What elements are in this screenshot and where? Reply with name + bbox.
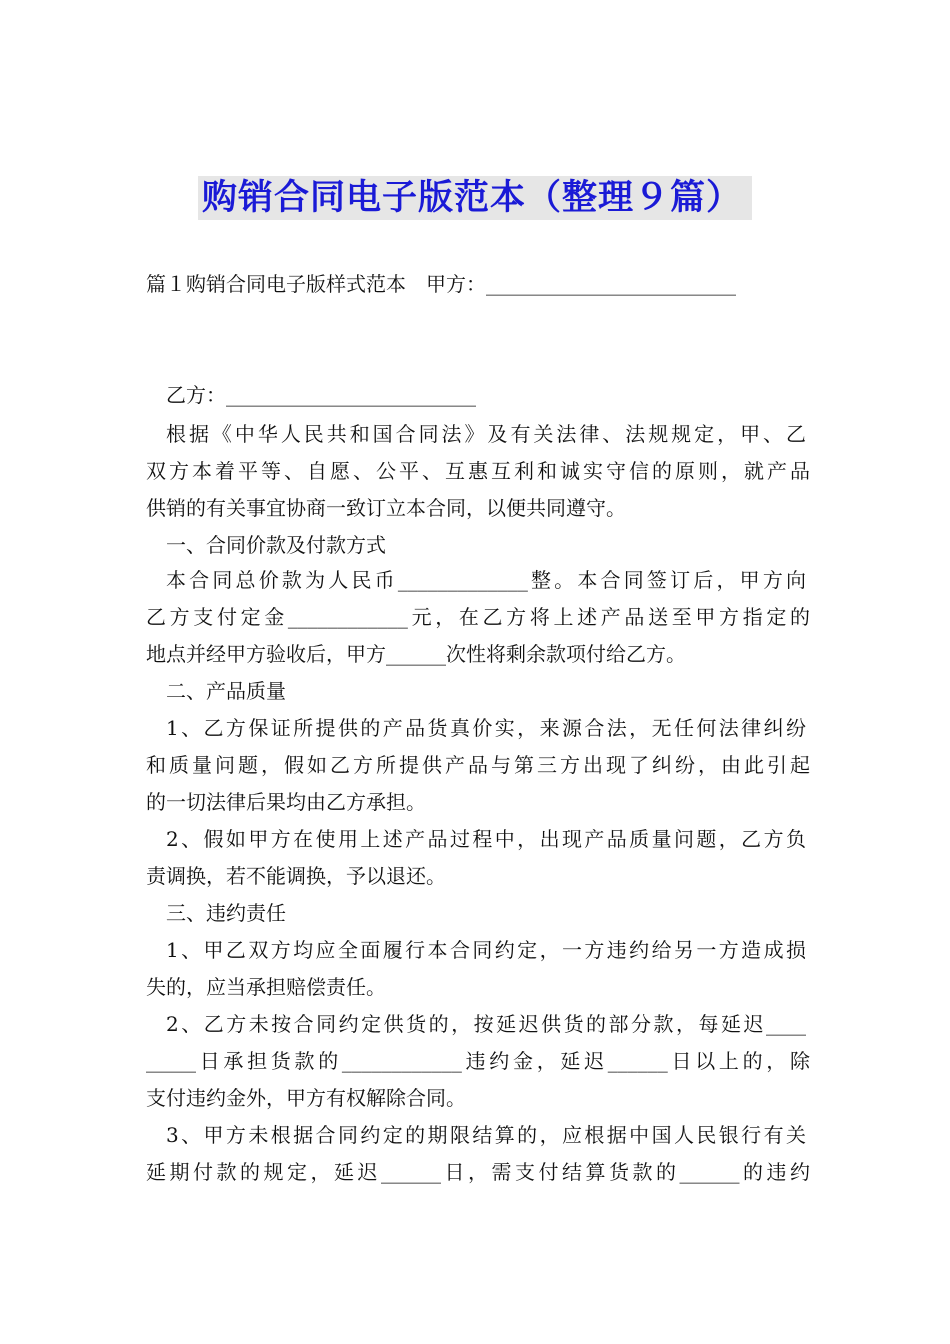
paragraph-line: 1、乙方保证所提供的产品货真价实，来源合法，无任何法律纠纷 bbox=[166, 716, 806, 740]
paragraph-line: 本合同总价款为人民币_____________整。本合同签订后，甲方向 bbox=[166, 568, 806, 592]
paragraph-line: 支付违约金外，甲方有权解除合同。 bbox=[146, 1086, 466, 1110]
paragraph-line: _____日承担货款的____________违约金，延迟______日以上的，除 bbox=[146, 1049, 810, 1073]
section-heading: 三、违约责任 bbox=[166, 901, 286, 925]
party-b-line: 乙方：_________________________ bbox=[166, 383, 476, 407]
document-title: 购销合同电子版范本（整理９篇） bbox=[198, 176, 752, 220]
paragraph-line: 双方本着平等、自愿、公平、互惠互利和诚实守信的原则，就产品 bbox=[146, 459, 810, 483]
contract-heading-line: 篇１购销合同电子版样式范本 甲方：_________________________ bbox=[146, 272, 736, 296]
paragraph-line: 2、乙方未按合同约定供货的，按延迟供货的部分款，每延迟____ bbox=[166, 1012, 806, 1036]
section-heading: 一、合同价款及付款方式 bbox=[166, 533, 386, 557]
paragraph-line: 2、假如甲方在使用上述产品过程中，出现产品质量问题，乙方负 bbox=[166, 827, 806, 851]
paragraph-line: 乙方支付定金____________元，在乙方将上述产品送至甲方指定的 bbox=[146, 605, 810, 629]
paragraph-line: 和质量问题，假如乙方所提供产品与第三方出现了纠纷，由此引起 bbox=[146, 753, 810, 777]
paragraph-line: 1、甲乙双方均应全面履行本合同约定，一方违约给另一方造成损 bbox=[166, 938, 806, 962]
paragraph-line: 延期付款的规定，延迟______日，需支付结算货款的______的违约 bbox=[146, 1160, 810, 1184]
paragraph-line: 失的，应当承担赔偿责任。 bbox=[146, 975, 386, 999]
title-container bbox=[0, 176, 950, 220]
paragraph-line: 根据《中华人民共和国合同法》及有关法律、法规规定，甲、乙 bbox=[166, 422, 806, 446]
paragraph-line: 地点并经甲方验收后，甲方______次性将剩余款项付给乙方。 bbox=[146, 642, 686, 666]
paragraph-line: 供销的有关事宜协商一致订立本合同，以便共同遵守。 bbox=[146, 496, 626, 520]
paragraph-line: 的一切法律后果均由乙方承担。 bbox=[146, 790, 426, 814]
paragraph-line: 责调换，若不能调换，予以退还。 bbox=[146, 864, 446, 888]
paragraph-line: 3、甲方未根据合同约定的期限结算的，应根据中国人民银行有关 bbox=[166, 1123, 806, 1147]
section-heading: 二、产品质量 bbox=[166, 679, 286, 703]
